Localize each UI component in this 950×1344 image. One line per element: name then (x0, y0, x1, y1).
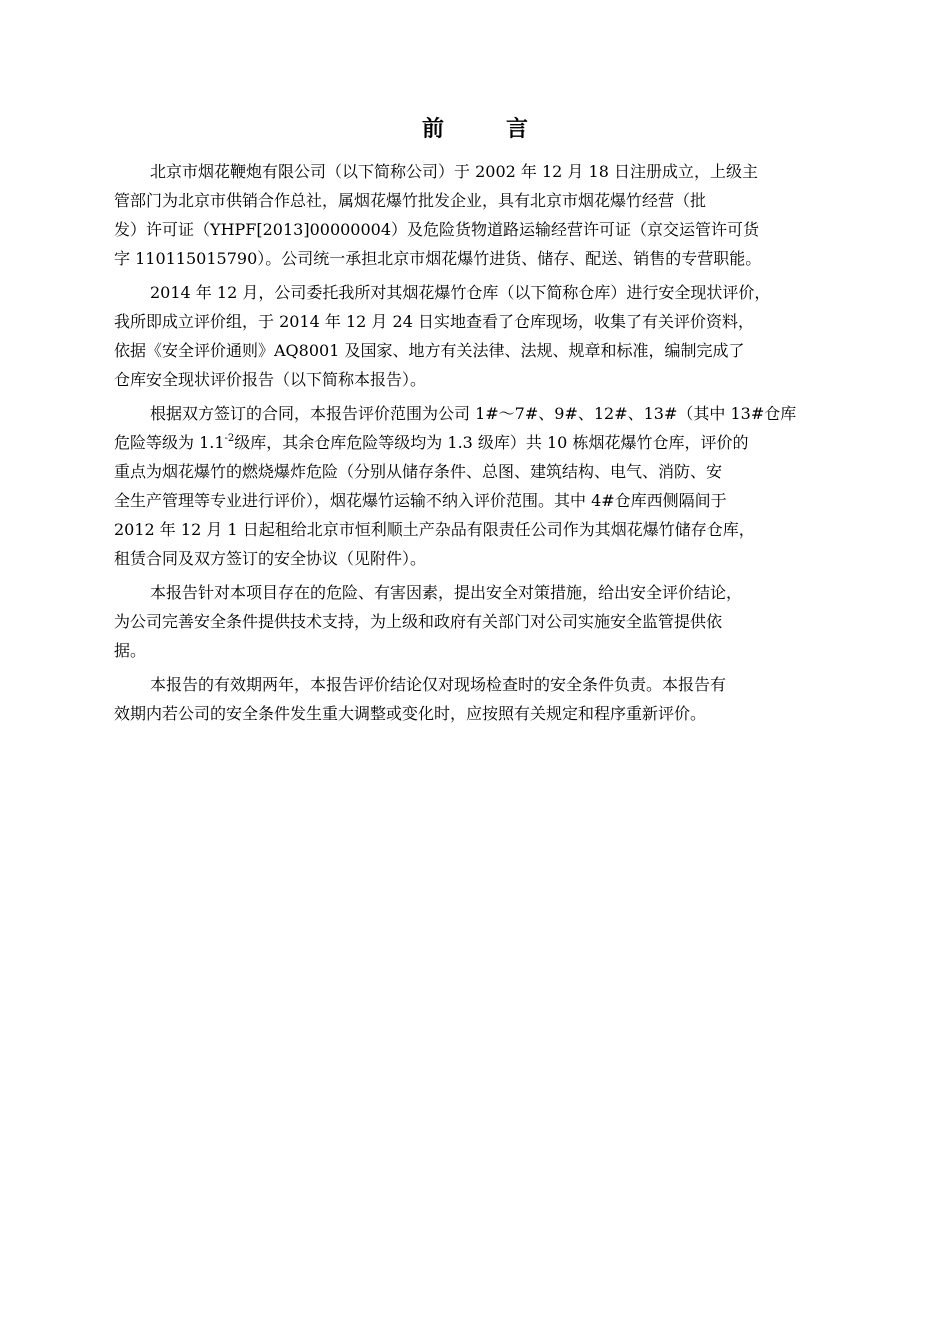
document-body (114, 157, 854, 733)
text-line: 字 110115015790）。公司统一承担北京市烟花爆竹进货、储存、配送、销售的专营职能。 (114, 249, 762, 268)
text-line: 租赁合同及双方签订的安全协议（见附件）。 (114, 549, 427, 568)
text-line: 为公司完善安全条件提供技术支持，为上级和政府有关部门对公司实施安全监管提供依 (114, 612, 723, 631)
page-title: 前 言 (421, 117, 548, 142)
text-line: 据。 (114, 641, 147, 660)
text-line: 仓库安全现状评价报告（以下简称本报告）。 (114, 370, 427, 389)
text-line: 2014 年 12 月，公司委托我所对其烟花爆竹仓库（以下简称仓库）进行安全现状评价， (150, 283, 771, 302)
superscript: -2 (224, 433, 235, 444)
text-line: 我所即成立评价组，于 2014 年 12 月 24 日实地查看了仓库现场，收集了有关评价资料， (114, 312, 754, 331)
text-line: 管部门为北京市供销合作总社，属烟花爆竹批发企业，具有北京市烟花爆竹经营（批 (114, 191, 707, 210)
text-line: 本报告的有效期两年，本报告评价结论仅对现场检查时的安全条件负责。本报告有 (150, 675, 727, 694)
text-line: 发）许可证（YHPF[2013]00000004）及危险货物道路运输经营许可证（京交运管许可货 (114, 220, 760, 239)
text-line: 北京市烟花鞭炮有限公司（以下简称公司）于 2002 年 12 月 18 日注册成立，上级主 (150, 162, 758, 181)
paragraph-scope (114, 399, 854, 573)
paragraph-company-intro (114, 157, 854, 273)
text-line: 本报告针对本项目存在的危险、有害因素，提出安全对策措施，给出安全评价结论， (150, 583, 743, 602)
text-line: 依据《安全评价通则》AQ8001 及国家、地方有关法律、法规、规章和标准，编制完成了 (114, 341, 745, 360)
text-line-with-superscript (114, 428, 854, 457)
text-line: 重点为烟花爆竹的燃烧爆炸危险（分别从储存条件、总图、建筑结构、电气、消防、安 (114, 462, 723, 481)
text-segment: 级库，其余仓库危险等级均为 1.3 级库）共 10 栋烟花爆竹仓库，评价的 (234, 433, 749, 452)
text-line: 全生产管理等专业进行评价），烟花爆竹运输不纳入评价范围。其中 4#仓库西侧隔间于 (114, 491, 727, 510)
text-segment: 危险等级为 1.1 (114, 433, 225, 452)
text-line: 2012 年 12 月 1 日起租给北京市恒利顺土产杂品有限责任公司作为其烟花爆竹储存仓库， (114, 520, 755, 539)
paragraph-validity (114, 670, 854, 728)
paragraph-commission (114, 278, 854, 394)
text-line: 效期内若公司的安全条件发生重大调整或变化时，应按照有关规定和程序重新评价。 (114, 704, 707, 723)
text-line: 根据双方签订的合同，本报告评价范围为公司 1#～7#、9#、12#、13#（其中 13#仓库 (150, 404, 797, 423)
paragraph-purpose (114, 578, 854, 665)
